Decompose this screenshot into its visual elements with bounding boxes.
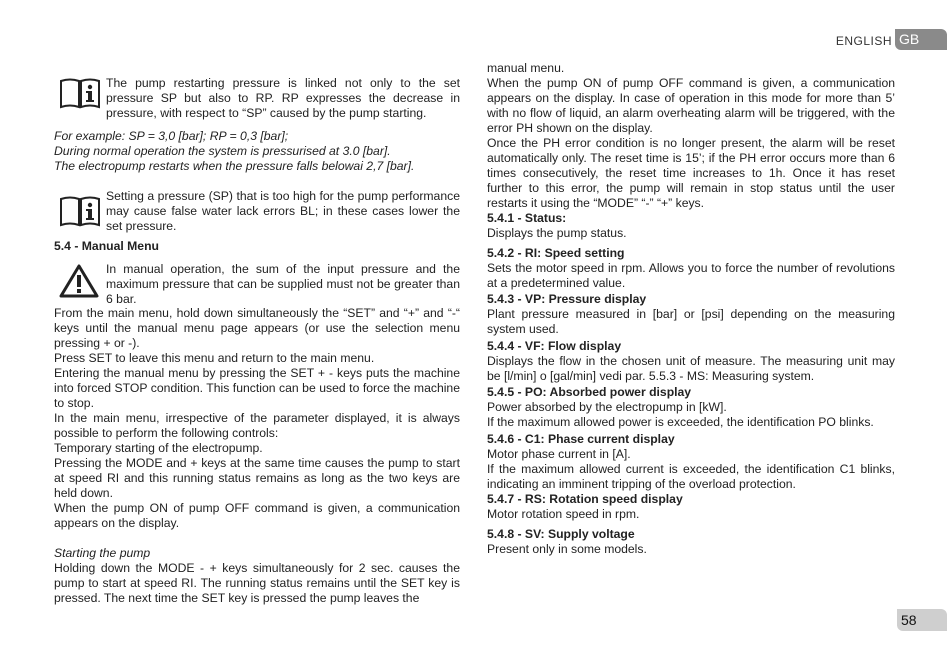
manual-info-icon — [59, 195, 101, 231]
paragraph: When the pump ON of pump OFF command is given, a communication appears on the display. — [54, 501, 460, 530]
note-pressure-text: Setting a pressure (SP) that is too high for the pump performance may cause false water lack errors BL; in these cases lower the set pressure. — [106, 189, 460, 233]
paragraph: Holding down the MODE - + keys simultaneously for 2 sec. causes the pump to start at speed RI. The running status remains until the SET key is pressed. The next time the SET key is pressed the pump leaves the — [54, 561, 460, 605]
warning-note — [54, 262, 460, 307]
subsection-title: 5.4.8 - SV: Supply voltage — [487, 527, 635, 541]
starting-pump-text-block — [54, 561, 460, 606]
subsection-title: 5.4.7 - RS: Rotation speed display — [487, 492, 683, 506]
language-tab: GB — [895, 29, 947, 50]
paragraph: Entering the manual menu by pressing the SET + - keys puts the machine into forced STOP condition. This function can be used to force the machine to stop. — [54, 366, 460, 410]
subsection-text: Displays the pump status. — [487, 226, 627, 240]
subsection-power-display — [487, 385, 895, 430]
paragraph: Press SET to leave this menu and return to the main menu. — [54, 351, 375, 365]
note-restart-text: The pump restarting pressure is linked not only to the set pressure SP but also to RP. RP expresses the decrease in pressure, with respect to “SP” caused by the pump starting. — [106, 76, 460, 120]
subsection-pressure-display — [487, 292, 895, 337]
subsection-title: 5.4.5 - PO: Absorbed power display — [487, 385, 692, 399]
subsection-title: 5.4.6 - C1: Phase current display — [487, 432, 675, 446]
subsection-title: 5.4.4 - VF: Flow display — [487, 339, 622, 353]
subsection-flow-display — [487, 339, 895, 384]
subsection-title: 5.4.1 - Status: — [487, 211, 567, 225]
subsection-text: Sets the motor speed in rpm. Allows you to force the number of revolutions at a predetermined value. — [487, 261, 895, 290]
subsection-text: If the maximum allowed current is exceeded, the identification C1 blinks, indicating an imminent tripping of the overload protection. — [487, 462, 895, 491]
language-label: ENGLISH — [835, 34, 892, 48]
subsection-text: If the maximum allowed power is exceeded, the identification PO blinks. — [487, 415, 874, 429]
example-line-2: During normal operation the system is pressurised at 3.0 [bar]. — [54, 144, 391, 158]
right-intro — [487, 61, 895, 211]
starting-pump-title: Starting the pump — [54, 546, 151, 560]
example-block — [54, 129, 460, 174]
paragraph: Pressing the MODE and + keys at the same time causes the pump to start at speed RI and this running status remains as long as the two keys are held down. — [54, 456, 460, 500]
subsection-text: Motor phase current in [A]. — [487, 447, 631, 461]
subsection-rotation-speed — [487, 492, 895, 522]
info-note-pressure — [54, 189, 460, 234]
paragraph: Temporary starting of the electropump. — [54, 441, 263, 455]
warning-icon — [59, 264, 99, 302]
subsection-text: Motor rotation speed in rpm. — [487, 507, 640, 521]
subsection-current-display — [487, 432, 895, 492]
subsection-status — [487, 211, 895, 241]
subsection-text: Displays the flow in the chosen unit of measure. The measuring unit may be [l/min] o [gal/min] vedi par. 5.5.3 - MS: Measuring system. — [487, 354, 895, 383]
manual-menu-body — [54, 306, 460, 531]
subsection-speed-setting — [487, 246, 895, 291]
example-line-3: The electropump restarts when the pressure falls belowai 2,7 [bar]. — [54, 159, 415, 173]
paragraph: Once the PH error condition is no longer present, the alarm will be reset automatically only. The reset time is 15’; if the PH error occurs more than 6 times consecutively, the reset time increases to 1h. Once it has reset further to this error, the pump will remain in stop status until the user restarts it using the “MODE” “-” “+” keys. — [487, 136, 895, 210]
subsection-title: 5.4.2 - RI: Speed setting — [487, 246, 625, 260]
subsection-text: Present only in some models. — [487, 542, 647, 556]
paragraph: From the main menu, hold down simultaneously the “SET” and “+” and “-“ keys until the manual menu page appears (or use the selection menu pressing + or -). — [54, 306, 460, 350]
paragraph: manual menu. — [487, 61, 565, 75]
subsection-supply-voltage — [487, 527, 895, 557]
paragraph: When the pump ON of pump OFF command is given, a communication appears on the display. In case of operation in this mode for more than 5’ with no flow of liquid, an alarm overheating alarm will be triggered, with the error PH shown on the display. — [487, 76, 895, 135]
subsection-title: 5.4.3 - VP: Pressure display — [487, 292, 647, 306]
manual-info-icon — [59, 77, 101, 113]
subsection-text: Plant pressure measured in [bar] or [psi] depending on the measuring system used. — [487, 307, 895, 336]
subsection-text: Power absorbed by the electropump in [kW]. — [487, 400, 727, 414]
paragraph: In the main menu, irrespective of the parameter displayed, it is always possible to perform the following controls: — [54, 411, 460, 440]
info-note-restart — [54, 76, 460, 121]
example-line-1: For example: SP = 3,0 [bar]; RP = 0,3 [bar]; — [54, 129, 289, 143]
page-number: 58 — [897, 609, 947, 631]
warning-text: In manual operation, the sum of the input pressure and the maximum pressure that can be supplied must not be greater than 6 bar. — [106, 262, 460, 306]
section-heading: 5.4 - Manual Menu — [54, 239, 159, 253]
